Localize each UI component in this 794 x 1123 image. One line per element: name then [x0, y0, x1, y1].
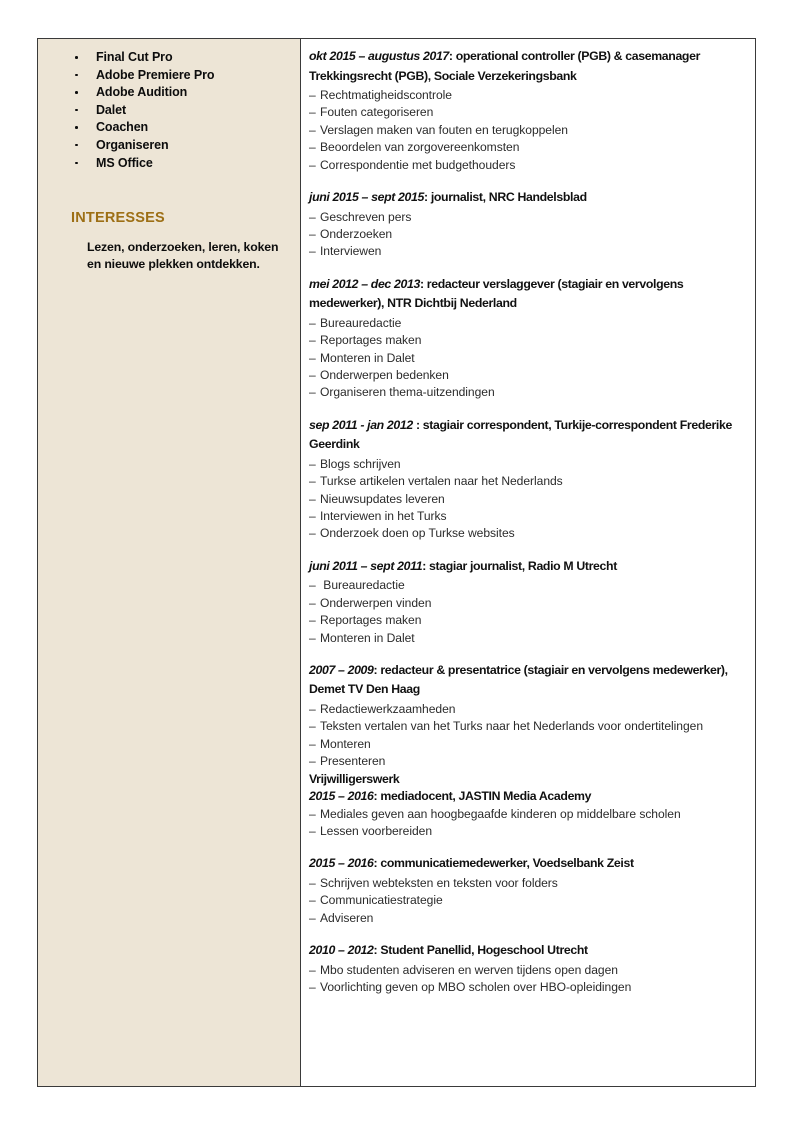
entry-period: sep 2011 - jan 2012 [309, 417, 413, 432]
volunteer-entry [309, 771, 749, 841]
entry-role: : redacteur & presentatrice (stagiair en vervolgens medewerker), Demet TV Den Haag [309, 662, 728, 697]
entry-bullet-item [309, 630, 749, 647]
entry-bullet-list [309, 701, 749, 771]
entry-bullet-list [309, 209, 749, 261]
entry-bullet-item [309, 595, 749, 612]
entry-bullet-item [309, 525, 749, 542]
entry-bullet-item [309, 384, 749, 401]
entry-period: okt 2015 – augustus 2017 [309, 49, 449, 63]
entry-bullet-label: Adviseren [320, 910, 374, 925]
entry-role: : stagiar journalist, Radio M Utrecht [422, 558, 617, 573]
en-dash-icon: – [309, 474, 316, 489]
skill-label: Coachen [96, 120, 149, 135]
entry-heading [309, 941, 749, 961]
entry-bullet-label: Organiseren thema-uitzendingen [320, 385, 495, 400]
entry-bullet-item [309, 701, 749, 718]
entry-bullet-label: Interviewen [320, 244, 382, 259]
entry-bullet-label: Reportages maken [320, 613, 422, 628]
entry-period: mei 2012 – dec 2013 [309, 276, 420, 291]
entry-role: : journalist, NRC Handelsblad [424, 190, 587, 205]
entry-period: 2010 – 2012 [309, 943, 374, 958]
experience-entry [309, 854, 749, 927]
entry-bullet-list [309, 875, 749, 927]
entry-bullet-item [309, 139, 749, 156]
entry-heading [309, 661, 749, 700]
skill-label: Adobe Audition [96, 85, 188, 100]
entry-bullet-item [309, 577, 749, 594]
en-dash-icon: – [309, 385, 316, 400]
entry-bullet-list [309, 806, 749, 841]
entry-bullet-list [309, 577, 749, 647]
entry-role: : Student Panellid, Hogeschool Utrecht [373, 943, 588, 958]
bullet-icon [75, 126, 78, 129]
sidebar-column [38, 39, 301, 1086]
entry-bullet-item [309, 979, 749, 996]
bullet-icon [75, 91, 78, 94]
entry-role: : communicatiemedewerker, Voedselbank Zeist [373, 856, 634, 871]
entry-heading [309, 557, 749, 577]
en-dash-icon: – [309, 806, 316, 821]
skill-list-item [46, 102, 292, 120]
skill-label: Dalet [96, 102, 127, 117]
en-dash-icon: – [309, 595, 316, 610]
entry-bullet-item [309, 806, 749, 823]
en-dash-icon: – [309, 701, 316, 716]
entry-heading [309, 275, 749, 314]
en-dash-icon: – [309, 736, 316, 751]
en-dash-icon: – [309, 980, 316, 994]
bullet-icon [75, 74, 78, 77]
entry-period: 2015 – 2016 [309, 788, 374, 803]
skill-list-item [46, 49, 292, 67]
en-dash-icon: – [309, 105, 316, 120]
en-dash-icon: – [309, 88, 316, 102]
entry-bullet-item [309, 367, 749, 384]
entry-bullet-item [309, 315, 749, 332]
entry-bullet-item [309, 892, 749, 909]
entry-bullet-label: Lessen voorbereiden [320, 823, 433, 838]
entry-bullet-item [309, 823, 749, 840]
entry-bullet-list [309, 456, 749, 543]
en-dash-icon: – [309, 140, 316, 155]
en-dash-icon: – [309, 719, 316, 734]
entry-bullet-label: Redactiewerkzaamheden [320, 701, 456, 716]
entry-bullet-list [309, 315, 749, 402]
bullet-icon [75, 144, 78, 147]
entry-bullet-item [309, 718, 749, 735]
entry-bullet-item [309, 612, 749, 629]
skill-label: MS Office [96, 155, 153, 170]
entry-bullet-item [309, 243, 749, 260]
entry-period: 2015 – 2016 [309, 856, 374, 871]
entry-role: : stagiair correspondent, Turkije-correspondent Frederike Geerdink [309, 417, 732, 452]
entry-bullet-item [309, 962, 749, 979]
volunteer-section-heading: Vrijwilligerswerk [309, 771, 400, 786]
entry-bullet-item [309, 473, 749, 490]
entry-bullet-label: Mediales geven aan hoogbegaafde kinderen op middelbare scholen [320, 806, 681, 821]
entry-bullet-label: Teksten vertalen van het Turks naar het Nederlands voor ondertitelingen [320, 719, 704, 734]
entry-bullet-label: Communicatiestrategie [320, 893, 443, 908]
skill-list-item [46, 155, 292, 173]
entry-bullet-item [309, 157, 749, 174]
entry-heading [309, 47, 749, 86]
entry-bullet-label: Onderzoek doen op Turkse websites [320, 526, 515, 541]
volunteer-entries [309, 771, 749, 997]
skill-list-item [46, 84, 292, 102]
entry-bullet-item [309, 104, 749, 121]
experience-entry [309, 275, 749, 402]
en-dash-icon: – [309, 893, 316, 908]
entry-heading [309, 416, 749, 455]
skill-label: Adobe Premiere Pro [96, 67, 215, 82]
entry-bullet-label: Schrijven webteksten en teksten voor folders [320, 875, 558, 890]
entry-bullet-label: Voorlichting geven op MBO scholen over HBO-opleidingen [320, 980, 632, 994]
experience-entry [309, 661, 749, 771]
entry-bullet-item [309, 491, 749, 508]
en-dash-icon: – [309, 367, 316, 382]
skill-list-item [46, 67, 292, 85]
entry-bullet-label: Verslagen maken van fouten en terugkoppelen [320, 122, 568, 137]
en-dash-icon: – [309, 875, 316, 890]
en-dash-icon: – [309, 226, 316, 241]
en-dash-icon: – [309, 823, 316, 838]
en-dash-icon: – [309, 962, 316, 977]
en-dash-icon: – [309, 613, 316, 628]
entry-bullet-label: Bureauredactie [320, 578, 405, 593]
experience-entry [309, 941, 749, 996]
en-dash-icon: – [309, 630, 316, 645]
entry-bullet-label: Geschreven pers [320, 209, 412, 224]
entry-bullet-item [309, 910, 749, 927]
entry-bullet-item [309, 350, 749, 367]
entry-bullet-label: Monteren in Dalet [320, 630, 415, 645]
entry-bullet-item [309, 753, 749, 770]
entry-bullet-label: Rechtmatigheidscontrole [320, 88, 452, 102]
entry-bullet-label: Monteren in Dalet [320, 350, 415, 365]
entry-bullet-label: Onderwerpen bedenken [320, 367, 449, 382]
entry-bullet-item [309, 332, 749, 349]
entry-heading [309, 788, 749, 805]
cv-two-column-table [37, 38, 756, 1087]
entry-bullet-item [309, 736, 749, 753]
entry-bullet-list [309, 87, 749, 174]
skill-list-item [46, 119, 292, 137]
entry-bullet-label: Onderwerpen vinden [320, 595, 432, 610]
entry-bullet-label: Mbo studenten adviseren en werven tijdens open dagen [320, 962, 618, 977]
en-dash-icon: – [309, 754, 316, 769]
entry-bullet-item [309, 209, 749, 226]
experience-entry [309, 557, 749, 647]
entry-role: : operational controller (PGB) & casemanager Trekkingsrecht (PGB), Sociale Verzekeringsbank [309, 49, 701, 83]
experience-entry [309, 47, 749, 174]
entry-bullet-item [309, 508, 749, 525]
en-dash-icon: – [309, 350, 316, 365]
entry-role: : mediadocent, JASTIN Media Academy [373, 788, 592, 803]
entry-bullet-label: Correspondentie met budgethouders [320, 157, 516, 172]
entry-period: juni 2011 – sept 2011 [309, 558, 423, 573]
entry-bullet-label: Onderzoeken [320, 226, 393, 241]
en-dash-icon: – [309, 333, 316, 348]
entry-bullet-label: Nieuwsupdates leveren [320, 491, 445, 506]
bullet-icon [75, 56, 78, 59]
en-dash-icon: – [309, 526, 316, 541]
entry-bullet-label: Blogs schrijven [320, 456, 401, 471]
entry-bullet-item [309, 226, 749, 243]
en-dash-icon: – [309, 315, 316, 330]
skills-list [46, 49, 292, 172]
entry-bullet-label: Fouten categoriseren [320, 105, 434, 120]
entry-bullet-label: Presenteren [320, 754, 386, 769]
en-dash-icon: – [309, 578, 316, 593]
bullet-icon [75, 162, 78, 165]
experience-entry [309, 188, 749, 261]
en-dash-icon: – [309, 122, 316, 137]
entry-bullet-item [309, 456, 749, 473]
entry-bullet-label: Monteren [320, 736, 371, 751]
en-dash-icon: – [309, 244, 316, 259]
bullet-icon [75, 109, 78, 112]
en-dash-icon: – [309, 509, 316, 523]
interests-heading: INTERESSES [71, 210, 165, 227]
experience-entries [309, 47, 749, 771]
skill-list-item [46, 137, 292, 155]
entry-bullet-label: Interviewen in het Turks [320, 509, 447, 523]
interests-text: Lezen, onderzoeken, leren, koken en nieuwe plekken ontdekken. [87, 240, 279, 271]
entry-bullet-list [309, 962, 749, 997]
entry-bullet-label: Reportages maken [320, 333, 422, 348]
entry-heading [309, 854, 749, 874]
en-dash-icon: – [309, 157, 316, 172]
entry-bullet-label: Beoordelen van zorgovereenkomsten [320, 140, 520, 155]
experience-entry [309, 416, 749, 543]
entry-bullet-item [309, 122, 749, 139]
skill-label: Organiseren [96, 137, 169, 152]
en-dash-icon: – [309, 456, 316, 471]
entry-bullet-item [309, 875, 749, 892]
en-dash-icon: – [309, 209, 316, 224]
entry-bullet-label: Turkse artikelen vertalen naar het Nederlands [320, 474, 563, 489]
entry-period: 2007 – 2009 [309, 662, 374, 677]
entry-heading [309, 188, 749, 208]
entry-bullet-label: Bureauredactie [320, 315, 402, 330]
entry-bullet-item [309, 87, 749, 104]
experience-column [301, 39, 755, 1086]
en-dash-icon: – [309, 491, 316, 506]
skill-label: Final Cut Pro [96, 50, 173, 64]
entry-period: juni 2015 – sept 2015 [309, 190, 425, 205]
entry-role: : redacteur verslaggever (stagiair en vervolgens medewerker), NTR Dichtbij Nederland [309, 276, 684, 311]
en-dash-icon: – [309, 910, 316, 925]
